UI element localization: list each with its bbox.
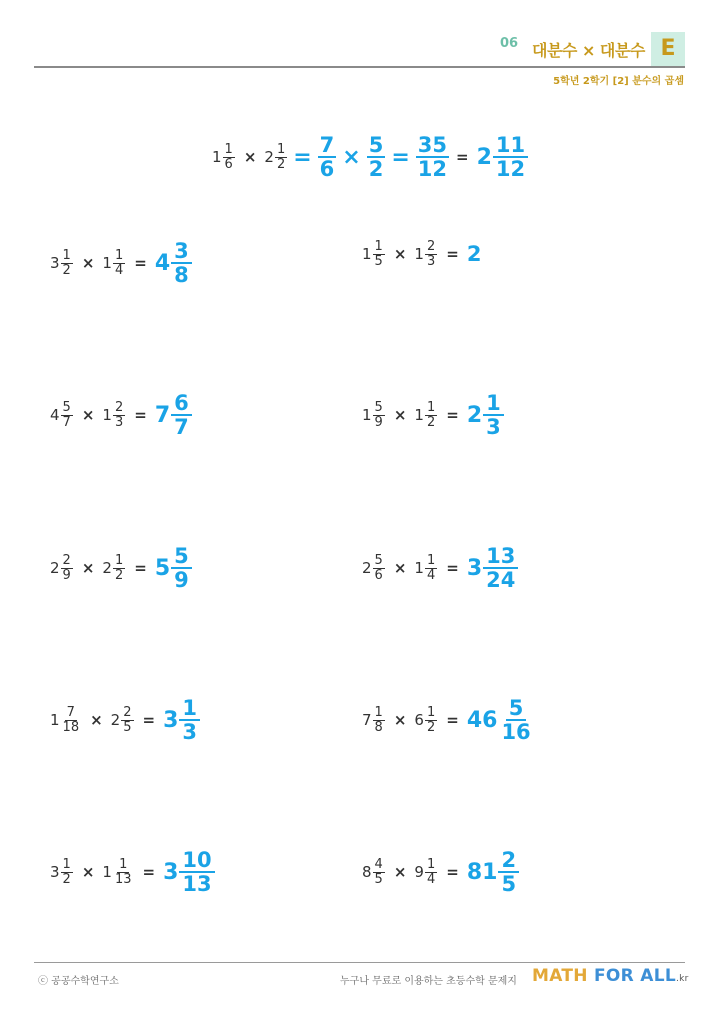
operand-b: 1 $\frac{1}{13}$: [102, 856, 132, 887]
problem-7: [50, 697, 201, 743]
operand-b: 6 $\frac{1}{2}$: [414, 704, 436, 735]
example-answer: 2 $\frac{11}{12}$: [477, 134, 530, 180]
operand-a: 2 $\frac{2}{9}$: [50, 552, 71, 583]
operand-a: 1 $\frac{1}{5}$: [362, 239, 383, 269]
problem-10: [362, 849, 520, 895]
operand-a: 3 $\frac{1}{2}$: [50, 856, 71, 887]
equals-sign: =: [446, 711, 459, 730]
footer-divider: [34, 962, 685, 963]
equals-sign: =: [446, 406, 459, 425]
level-badge: E: [651, 32, 685, 66]
times-sign: ×: [393, 245, 407, 264]
problem-3: [50, 392, 193, 438]
times-sign: ×: [393, 406, 407, 425]
operand-a: 2 $\frac{5}{6}$: [362, 552, 383, 583]
times-sign: ×: [81, 406, 95, 425]
example-step-3: $\frac{35}{12}$: [417, 133, 448, 182]
operand-a: 1 $\frac{5}{9}$: [362, 399, 383, 430]
operand-a: 4 $\frac{5}{7}$: [50, 399, 71, 430]
times-sign: ×: [393, 711, 407, 730]
worksheet-title: 대분수 × 대분수: [532, 41, 645, 60]
answer: 7 $\frac{6}{7}$: [155, 392, 193, 438]
answer: 3 $\frac{1}{3}$: [163, 697, 201, 743]
times-sign: ×: [81, 863, 95, 882]
times-sign: ×: [393, 863, 407, 882]
brand-logo: MATH FOR ALL.kr: [532, 966, 689, 986]
equals-sign: =: [134, 254, 147, 273]
operand-b: 1 $\frac{2}{3}$: [414, 239, 436, 269]
times-sign: ×: [81, 254, 95, 273]
operand-b: 2 $\frac{2}{5}$: [110, 704, 132, 735]
answer: 3 $\frac{10}{13}$: [163, 849, 216, 895]
equals-sign: =: [142, 863, 156, 882]
operand-b: 9 $\frac{1}{4}$: [414, 856, 436, 887]
footer-tagline: 누구나 무료로 이용하는 초등수학 문제지: [340, 976, 517, 987]
equals-sign: =: [446, 863, 459, 882]
operand-b: 1 $\frac{1}{4}$: [414, 552, 436, 583]
worksheet-number: 06: [500, 36, 519, 51]
equals-sign: =: [134, 406, 147, 425]
problem-1: [50, 240, 193, 286]
problem-4: [362, 392, 505, 438]
example-steps: = $\frac{7}{6}$ × $\frac{5}{2}$ = $\frac{35}{12}$: [293, 133, 448, 182]
times-sign: ×: [81, 559, 95, 578]
example-operand-a: 1 $\frac{1}{6}$: [212, 141, 233, 172]
example-step-1: $\frac{7}{6}$: [319, 133, 335, 182]
answer: 81 $\frac{2}{5}$: [467, 849, 520, 895]
times-sign: ×: [393, 559, 407, 578]
answer: 46 $\frac{5}{16}$: [466, 696, 531, 745]
worksheet-subtitle: 5학년 2학기 [2] 분수의 곱셈: [553, 76, 684, 87]
header-divider: [34, 66, 685, 68]
problem-6: [362, 545, 519, 591]
equals-sign: =: [446, 245, 459, 264]
equals-sign: =: [142, 711, 156, 730]
times-sign: ×: [243, 148, 257, 167]
equals-sign: =: [134, 559, 147, 578]
example-step-2: $\frac{5}{2}$: [368, 133, 384, 182]
problem-9: [50, 849, 216, 895]
times-sign: ×: [90, 711, 103, 730]
copyright: ⓒ 공공수학연구소: [38, 976, 119, 987]
operand-b: 1 $\frac{2}{3}$: [102, 399, 124, 430]
answer: 2 $\frac{1}{3}$: [467, 392, 505, 438]
operand-a: 8 $\frac{4}{5}$: [362, 856, 383, 887]
operand-a: 3 $\frac{1}{2}$: [50, 247, 71, 278]
problem-5: [50, 545, 193, 591]
problem-2: [362, 240, 481, 268]
example-operand-b: 2 $\frac{1}{2}$: [264, 141, 286, 172]
operand-b: 2 $\frac{1}{2}$: [102, 552, 124, 583]
answer: 4 $\frac{3}{8}$: [155, 240, 193, 286]
answer: 5 $\frac{5}{9}$: [155, 545, 193, 591]
operand-a: 1 $\frac{7}{18}$: [50, 704, 80, 735]
problem-8: [362, 697, 535, 743]
answer: 3 $\frac{13}{24}$: [467, 545, 520, 591]
operand-a: 7 $\frac{1}{8}$: [362, 704, 383, 735]
example-problem: 1 $\frac{1}{6}$ × 2 $\frac{1}{2}$ = $\frac{7}{6}$ × $\frac{5}{2}$ = $\frac{35}{12}$ = 2 $\frac{11}{12}$: [212, 134, 529, 180]
operand-b: 1 $\frac{1}{4}$: [102, 247, 124, 278]
equals-sign: =: [446, 559, 459, 578]
answer: 2: [466, 242, 482, 267]
operand-b: 1 $\frac{1}{2}$: [414, 399, 436, 430]
